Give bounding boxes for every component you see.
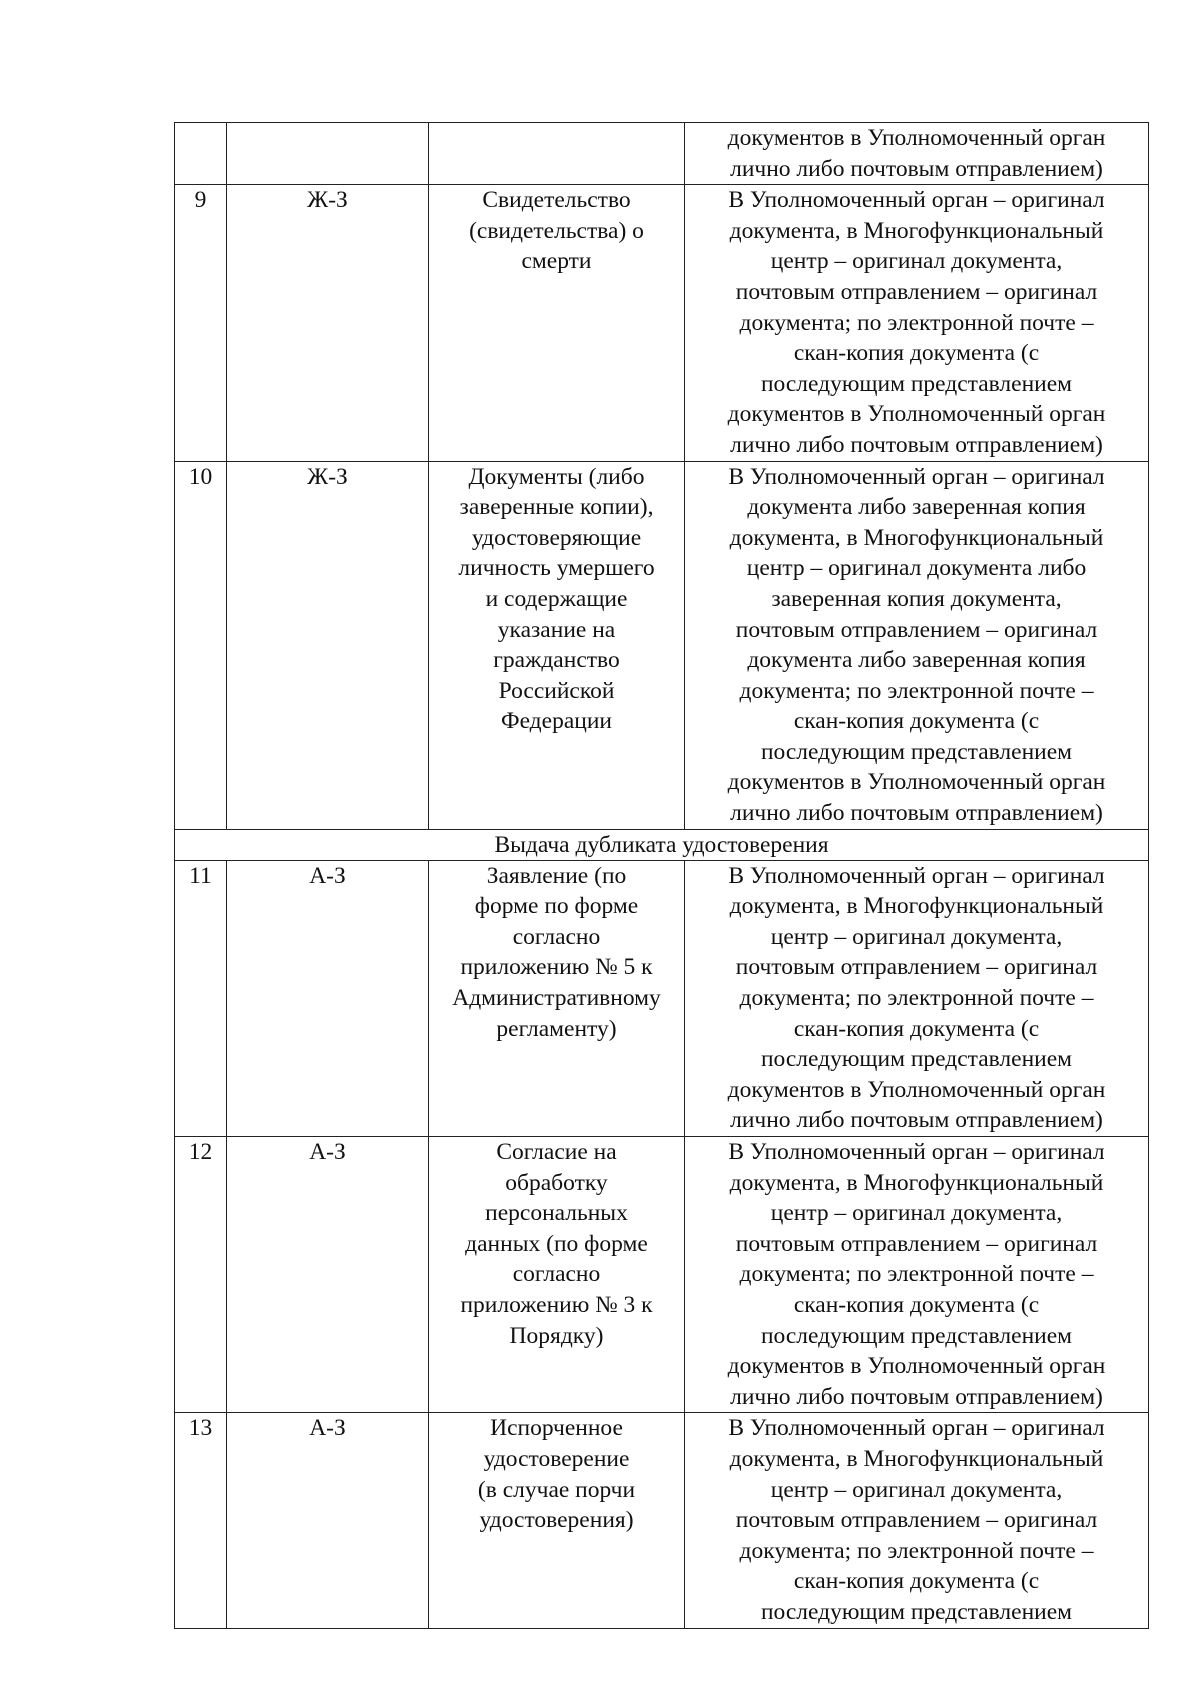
row-number: 13 <box>175 1413 227 1628</box>
submission-method-line: документов в Уполномоченный орган <box>727 769 1106 796</box>
submission-method-line: почтовым отправлением – оригинал <box>735 278 1098 305</box>
table-row <box>175 860 1149 1136</box>
document-name-cell <box>429 860 685 1136</box>
submission-method-line: центр – оригинал документа либо <box>746 555 1087 582</box>
document-name-line: смерти <box>521 248 592 275</box>
submission-method-line: лично либо почтовым отправлением) <box>730 1107 1103 1134</box>
submission-method-line: почтовым отправлением – оригинал <box>735 954 1098 981</box>
applicant-code: А-З <box>227 860 429 1136</box>
submission-method-line: скан-копия документа (с <box>793 340 1040 367</box>
table-body-bottom <box>175 860 1149 1628</box>
document-name-line: гражданство <box>493 647 620 674</box>
document-name-line: Административному <box>452 985 661 1012</box>
section-title: Выдача дубликата удостоверения <box>175 829 1149 860</box>
document-name-line: Российской <box>498 677 615 704</box>
document-name-line: Документы (либо <box>468 463 645 490</box>
applicant-code <box>227 123 429 185</box>
submission-method-line: скан-копия документа (с <box>793 1015 1040 1042</box>
submission-method-line: документов в Уполномоченный орган <box>727 1353 1106 1380</box>
submission-method-cell <box>685 123 1149 185</box>
document-name-line: (свидетельства) о <box>469 217 644 244</box>
document-name-line: персональных <box>485 1200 628 1227</box>
submission-method-line: В Уполномоченный орган – оригинал <box>728 862 1105 889</box>
document-name-line: удостоверение <box>483 1445 630 1472</box>
submission-method-line: центр – оригинал документа, <box>770 923 1063 950</box>
document-name-line: форме по форме <box>474 893 639 920</box>
document-name-line: указание на <box>497 616 616 643</box>
submission-method-line: В Уполномоченный орган – оригинал <box>728 1139 1105 1165</box>
table-row <box>175 123 1149 185</box>
document-name-line: данных (по форме <box>465 1230 648 1257</box>
document-name-line: и содержащие <box>485 585 628 612</box>
submission-method-cell <box>685 1413 1149 1628</box>
table-row <box>175 1137 1149 1413</box>
submission-method-line: документов в Уполномоченный орган <box>727 125 1106 151</box>
submission-method-line: последующим представлением <box>760 1322 1073 1349</box>
document-name-cell <box>429 461 685 829</box>
submission-method-line: скан-копия документа (с <box>793 1568 1040 1595</box>
submission-method-line: центр – оригинал документа, <box>770 1200 1063 1227</box>
document-name-line: согласно <box>512 923 601 950</box>
document-name-line: Испорченное <box>490 1415 623 1442</box>
submission-method-line: почтовым отправлением – оригинал <box>735 1507 1098 1534</box>
document-name-cell <box>429 1137 685 1413</box>
document-name-line: Согласие на <box>496 1139 617 1165</box>
submission-method-line: центр – оригинал документа, <box>770 1476 1063 1503</box>
submission-method-line: В Уполномоченный орган – оригинал <box>728 1415 1105 1442</box>
submission-method-line: В Уполномоченный орган – оригинал <box>728 463 1105 490</box>
submission-method-line: документов в Уполномоченный орган <box>727 1076 1106 1103</box>
row-number: 12 <box>175 1137 227 1413</box>
table-row <box>175 1413 1149 1628</box>
submission-method-line: скан-копия документа (с <box>793 708 1040 735</box>
submission-method-cell <box>685 860 1149 1136</box>
submission-method-line: документа, в Многофункциональный <box>729 1445 1104 1472</box>
table-row <box>175 185 1149 461</box>
submission-method-line: лично либо почтовым отправлением) <box>730 800 1103 827</box>
table-row <box>175 461 1149 829</box>
submission-method-line: последующим представлением <box>760 370 1073 397</box>
submission-method-cell <box>685 185 1149 461</box>
submission-method-line: документа; по электронной почте – <box>739 309 1094 336</box>
applicant-code: Ж-З <box>227 461 429 829</box>
document-name-line: обработку <box>505 1169 608 1196</box>
documents-table <box>174 122 1149 1629</box>
applicant-code: А-З <box>227 1413 429 1628</box>
submission-method-line: лично либо почтовым отправлением) <box>730 155 1103 182</box>
row-number: 10 <box>175 461 227 829</box>
row-number: 11 <box>175 860 227 1136</box>
row-number: 9 <box>175 185 227 461</box>
document-name-cell <box>429 123 685 185</box>
submission-method-cell <box>685 461 1149 829</box>
submission-method-line: документа, в Многофункциональный <box>729 524 1104 551</box>
submission-method-line: последующим представлением <box>760 1046 1073 1073</box>
submission-method-line: документа; по электронной почте – <box>739 985 1094 1012</box>
submission-method-line: центр – оригинал документа, <box>770 248 1063 275</box>
document-name-line: регламенту) <box>496 1015 617 1042</box>
submission-method-line: документа, в Многофункциональный <box>729 217 1104 244</box>
submission-method-line: лично либо почтовым отправлением) <box>730 431 1103 458</box>
document-name-cell <box>429 185 685 461</box>
submission-method-line: документа либо заверенная копия <box>747 494 1086 521</box>
document-name-line: Федерации <box>501 708 612 735</box>
section-row-group <box>175 829 1149 860</box>
document-name-line: удостоверения) <box>479 1507 634 1534</box>
document-name-line: (в случае порчи <box>477 1476 636 1503</box>
submission-method-line: документа; по электронной почте – <box>739 1537 1094 1564</box>
document-name-line: приложению № 3 к <box>460 1291 653 1318</box>
submission-method-line: заверенная копия документа, <box>771 585 1062 612</box>
applicant-code: А-З <box>227 1137 429 1413</box>
document-name-line: заверенные копии), <box>459 494 654 521</box>
submission-method-line: скан-копия документа (с <box>793 1291 1040 1318</box>
document-name-line: Заявление (по <box>486 862 627 889</box>
submission-method-line: последующим представлением <box>760 738 1073 765</box>
document-name-cell <box>429 1413 685 1628</box>
document-name-line: согласно <box>512 1261 601 1288</box>
submission-method-cell <box>685 1137 1149 1413</box>
section-row <box>175 829 1149 860</box>
table-body-top <box>175 123 1149 830</box>
document-name-line: Порядку) <box>509 1322 604 1349</box>
submission-method-line: лично либо почтовым отправлением) <box>730 1383 1103 1410</box>
submission-method-line: документов в Уполномоченный орган <box>727 401 1106 428</box>
submission-method-line: почтовым отправлением – оригинал <box>735 1230 1098 1257</box>
document-name-line: Свидетельство <box>482 187 631 214</box>
submission-method-line: почтовым отправлением – оригинал <box>735 616 1098 643</box>
submission-method-line: В Уполномоченный орган – оригинал <box>728 187 1105 214</box>
submission-method-line: последующим представлением <box>760 1598 1073 1625</box>
submission-method-line: документа; по электронной почте – <box>739 677 1094 704</box>
submission-method-line: документа, в Многофункциональный <box>729 893 1104 920</box>
row-number <box>175 123 227 185</box>
document-name-line: приложению № 5 к <box>460 954 653 981</box>
submission-method-line: документа, в Многофункциональный <box>729 1169 1104 1196</box>
submission-method-line: документа либо заверенная копия <box>747 647 1086 674</box>
applicant-code: Ж-З <box>227 185 429 461</box>
submission-method-line: документа; по электронной почте – <box>739 1261 1094 1288</box>
document-name-line: личность умершего <box>458 555 655 582</box>
document-name-line: удостоверяющие <box>471 524 642 551</box>
